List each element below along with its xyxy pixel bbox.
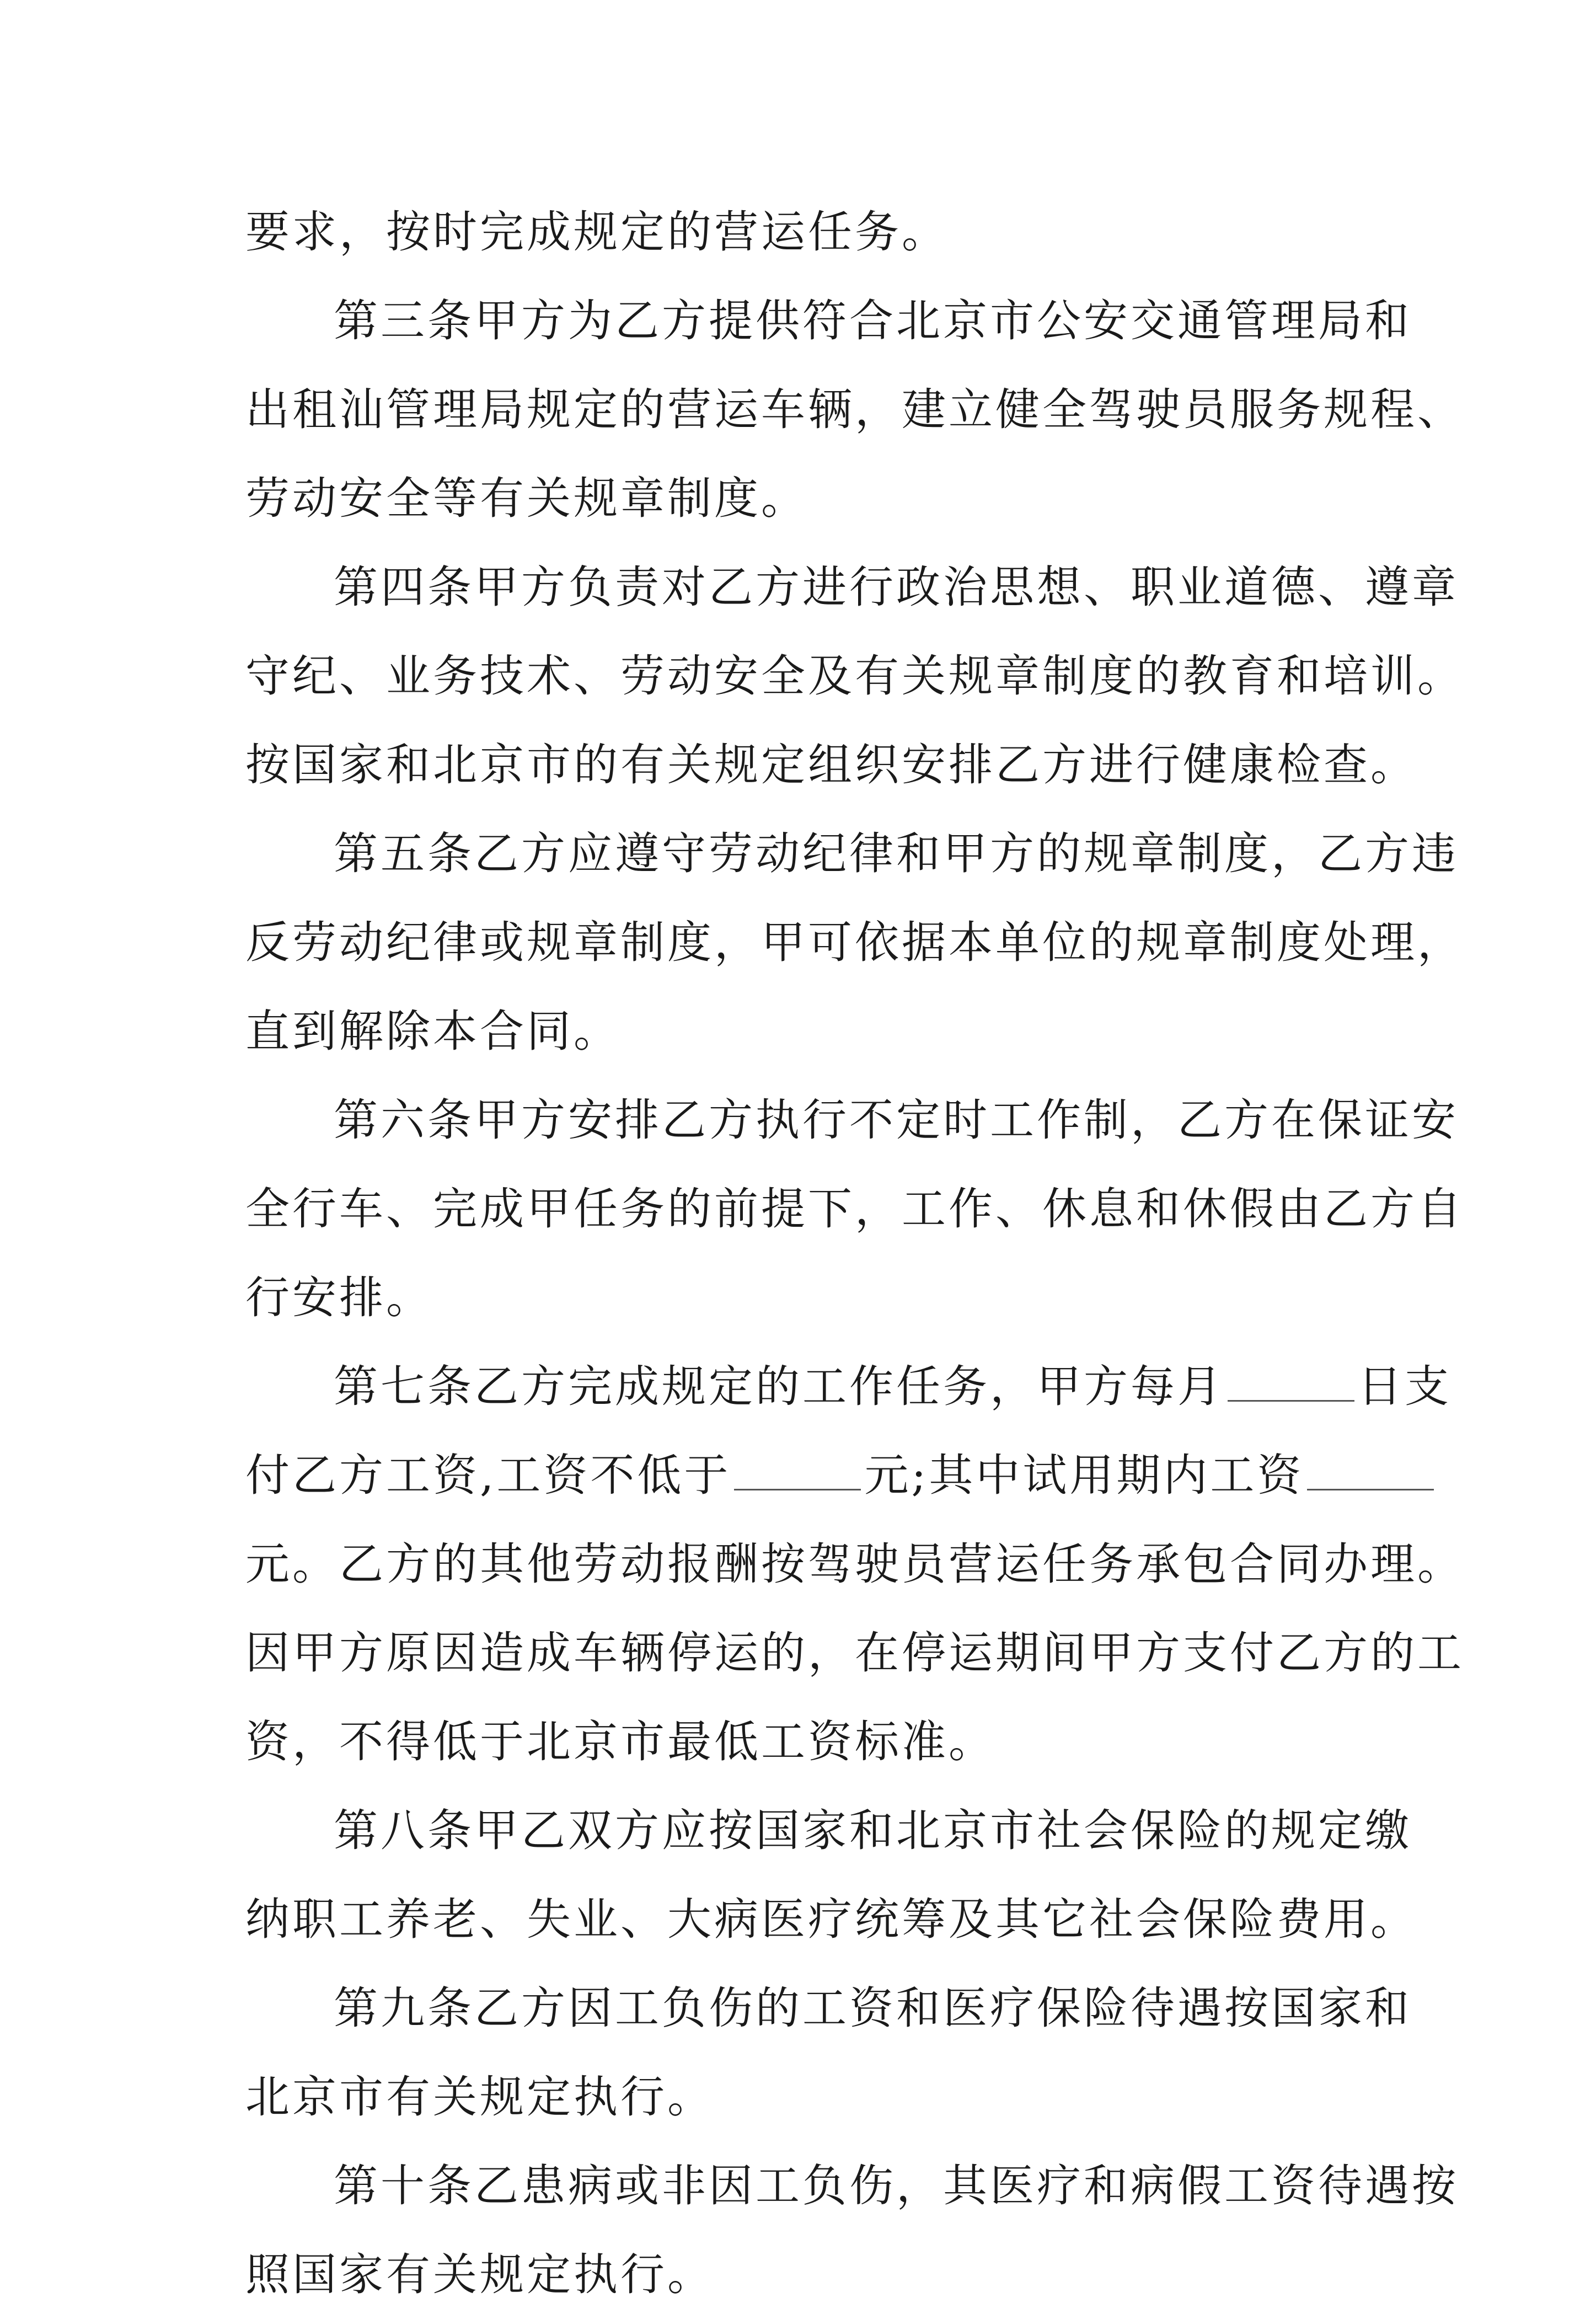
article-7 — [245, 1342, 1464, 1786]
fill-in-blank-min-wage[interactable] — [734, 1456, 861, 1490]
text-line: 北京市有关规定执行。 — [245, 2071, 714, 2123]
contract-body — [245, 188, 1464, 2319]
article-10 — [245, 2141, 1459, 2319]
article-8 — [245, 1786, 1417, 1964]
text-line: 第十条乙患病或非因工负伤，其医疗和病假工资待遇按 — [334, 2160, 1459, 2211]
text-segment: 日支 — [1358, 1361, 1452, 1412]
text-line — [245, 1431, 1370, 1520]
text-line: 第三条甲方为乙方提供符合北京市公安交通管理局和 — [334, 295, 1412, 346]
text-line: 第六条甲方安排乙方执行不定时工作制，乙方在保证安 — [334, 1094, 1459, 1146]
text-line: 第四条甲方负责对乙方进行政治思想、职业道德、遵章 — [334, 562, 1459, 613]
fill-in-blank-probation-wage[interactable] — [1307, 1456, 1434, 1490]
text-line: 纳职工养老、失业、大病医疗统筹及其它社会保险费用。 — [245, 1894, 1417, 1945]
article-9 — [245, 1964, 1412, 2141]
text-line: 第八条甲乙双方应按国家和北京市社会保险的规定缴 — [334, 1805, 1412, 1856]
text-line: 第五条乙方应遵守劳动纪律和甲方的规章制度，乙方违 — [334, 828, 1459, 879]
text-line: 资，不得低于北京市最低工资标准。 — [245, 1716, 995, 1767]
text-segment: 付乙方工资,工资不低于 — [245, 1450, 731, 1501]
article-3 — [245, 276, 1464, 543]
article-6 — [245, 1076, 1464, 1342]
text-line: 直到解除本合同。 — [245, 1006, 620, 1057]
fill-in-blank-pay-day[interactable] — [1228, 1367, 1354, 1402]
text-line: 第九条乙方因工负伤的工资和医疗保险待遇按国家和 — [334, 1983, 1412, 2034]
text-line: 劳动安全等有关规章制度。 — [245, 473, 808, 524]
text-line: 出租汕管理局规定的营运车辆，建立健全驾驶员服务规程、 — [245, 384, 1464, 435]
text-line: 按国家和北京市的有关规定组织安排乙方进行健康检查。 — [245, 739, 1417, 790]
text-line: 照国家有关规定执行。 — [245, 2249, 714, 2300]
text-line: 全行车、完成甲任务的前提下，工作、休息和休假由乙方自 — [245, 1183, 1464, 1235]
text-line: 行安排。 — [245, 1272, 433, 1323]
text-line: 守纪、业务技术、劳动安全及有关规章制度的教育和培训。 — [245, 650, 1464, 702]
paragraph-continuation — [245, 188, 1370, 276]
text-segment: 第七条乙方完成规定的工作任务，甲方每月 — [334, 1361, 1224, 1412]
article-4 — [245, 543, 1464, 809]
article-5 — [245, 809, 1464, 1076]
text-segment: 元;其中试用期内工资 — [864, 1450, 1304, 1501]
text-line: 反劳动纪律或规章制度，甲可依据本单位的规章制度处理， — [245, 917, 1464, 968]
text-line: 因甲方原因造成车辆停运的，在停运期间甲方支付乙方的工 — [245, 1627, 1464, 1679]
text-line — [245, 1342, 1452, 1431]
text-line: 元。乙方的其他劳动报酬按驾驶员营运任务承包合同办理。 — [245, 1538, 1464, 1590]
text-line: 要求，按时完成规定的营运任务。 — [245, 206, 949, 258]
